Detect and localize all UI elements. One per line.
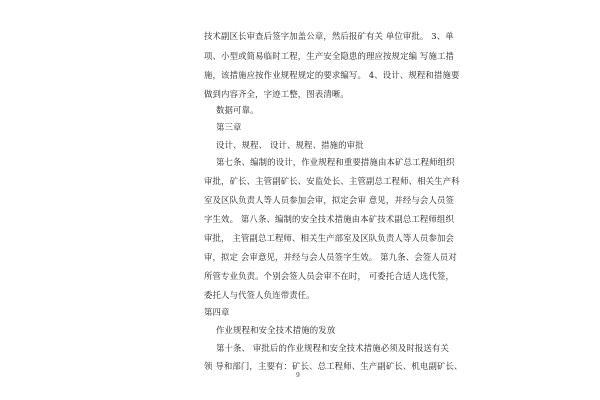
- text-line: 技术副区长审查后签字加盖公章，然后报矿有关 单位审批。 3、单: [204, 31, 454, 41]
- section-heading: 设计、规程、 设计、规程、措施的审批: [216, 140, 364, 150]
- text-line: 审批， 主管副总工程师、相关生产部室及区队负责人等人员参加会: [204, 233, 455, 243]
- text-line: 施，该措施应按作业规程规定的要求编写。 4、设计、规程和措施要: [204, 70, 460, 80]
- text-line: 做到内容齐全，字迹工整，图表清晰。: [204, 89, 349, 99]
- text-line: 数据可靠。: [216, 105, 259, 115]
- page-number: 9: [296, 372, 300, 379]
- text-line: 委托人与代签人负连带责任。: [204, 290, 315, 300]
- text-line: 室及区队负责人等人员参加会审，拟定会审 意见，并经与会人员签: [204, 195, 455, 205]
- text-line: 字生效。 第八条、编制的安全技术措施由本矿技术副总工程师组织: [204, 214, 455, 224]
- text-line: 项、小型或简易临时工程，生产安全隐患的理应按规定编 写施工措: [204, 51, 455, 61]
- section-heading: 作业规程和安全技术措施的发放: [216, 325, 336, 335]
- text-line: 审，拟定 会审意见，并经与会人员签字生效。 第九条、会签人员对: [204, 252, 457, 262]
- text-line: 领 导和部门，主要有：矿长、总工程师、生产副矿长、机电副矿长、: [204, 361, 463, 371]
- text-line: 第七条、编制的设计，作业规程和重要措施由本矿总工程师组织: [216, 157, 455, 167]
- text-line: 审批，矿长、主管副矿长、安监处长、主管副总工程师、相关生产科: [204, 176, 460, 186]
- text-line: 所管专业负责。个别会签人员会审不在时， 可委托合适人选代签，: [204, 271, 455, 281]
- chapter-heading: 第四章: [204, 307, 230, 317]
- chapter-heading: 第三章: [216, 122, 242, 132]
- text-line: 第十条、 审批后的作业规程和安全技术措施必须及时报送有关: [216, 343, 449, 353]
